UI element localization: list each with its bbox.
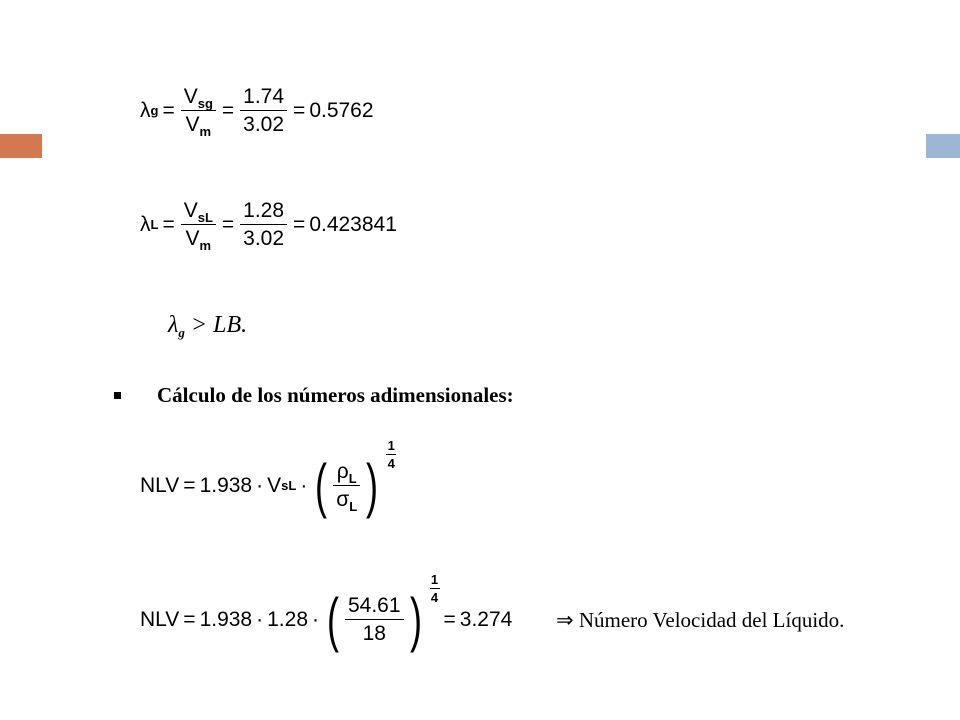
right-paren: ): [409, 586, 422, 653]
exponent-numerator: 1: [387, 438, 395, 453]
velocity-value: 1.28: [267, 608, 308, 631]
numeric-fraction: [345, 595, 404, 645]
equals-sign: =: [162, 213, 175, 237]
result-value: 0.423841: [309, 213, 397, 237]
result-value: 0.5762: [309, 99, 374, 123]
numerator-subscript: L: [348, 470, 357, 486]
right-accent-bar: [926, 134, 960, 158]
coefficient: 1.938: [199, 608, 253, 631]
parenthesized-fraction: [323, 572, 439, 653]
density-tension-fraction: [333, 459, 360, 514]
equals-sign: =: [162, 99, 175, 123]
numerator-value: 54.61: [347, 593, 401, 617]
numerator: V: [183, 199, 198, 222]
lambda-g-equation: λ g = $\frac{V_{sg}}{V_m}$ = $\frac{1.74}{3.02}$ = 0.5762: [140, 85, 374, 140]
denominator-subscript: m: [199, 238, 212, 254]
numerator-value: 1.28: [243, 199, 285, 222]
numerator-subscript: sL: [197, 210, 213, 225]
numeric-fraction: [240, 86, 287, 136]
equals-sign: =: [293, 213, 306, 237]
inequality-rhs: > LB.: [184, 312, 248, 338]
numerator-value: 1.74: [243, 85, 285, 108]
numeric-fraction: [240, 200, 287, 250]
equals-sign: =: [293, 99, 306, 123]
exponent: [386, 438, 396, 471]
implies-arrow-icon: ⇒: [556, 608, 574, 632]
velocity-fraction: [181, 85, 216, 140]
lambda-subscript: g: [178, 325, 185, 340]
result-note: [556, 608, 844, 633]
numerator-subscript: sg: [197, 96, 213, 111]
velocity-fraction: [181, 199, 216, 254]
lambda-inequality: [168, 312, 247, 339]
equals-sign: =: [183, 608, 196, 631]
left-paren: (: [326, 586, 339, 653]
nlv-formula: NLV = 1.938 · V sL · ( $\frac{\rho_L}{\sigma_L}$ ) 1 4: [140, 438, 395, 519]
variable: V: [267, 474, 282, 497]
numerator: ρ: [336, 459, 349, 483]
equals-sign: =: [183, 474, 196, 497]
nlv-label: NLV: [140, 608, 180, 631]
dot-operator: ·: [300, 474, 308, 497]
dot-operator: ·: [256, 474, 264, 497]
lambda-symbol: λ: [140, 99, 151, 123]
left-accent-bar: [0, 134, 42, 158]
denominator: V: [185, 227, 200, 251]
section-heading: Cálculo de los números adimensionales:: [157, 383, 514, 407]
left-paren: (: [315, 452, 328, 519]
exponent-numerator: 1: [430, 572, 439, 587]
result-value: 3.274: [459, 608, 513, 631]
nlv-computation: [140, 572, 513, 653]
lambda-l-equation: λ L = $\frac{V_{sL}}{V_m}$ = $\frac{1.28}{3.02}$ = 0.423841: [140, 199, 397, 254]
numerator: V: [183, 85, 198, 108]
dot-operator: ·: [256, 608, 264, 631]
equals-sign: =: [443, 608, 456, 631]
denominator-subscript: m: [199, 124, 212, 140]
lambda-symbol: λ: [140, 213, 151, 237]
denominator-value: 18: [362, 622, 386, 645]
right-paren: ): [366, 452, 379, 519]
nlv-label: NLV: [140, 474, 180, 497]
denominator: V: [185, 113, 200, 137]
denominator-value: 3.02: [243, 113, 285, 137]
note-text: Número Velocidad del Líquido.: [573, 608, 845, 632]
dot-operator: ·: [312, 608, 319, 631]
exponent: [430, 572, 440, 605]
equals-sign: =: [221, 99, 235, 123]
equals-sign: =: [221, 213, 235, 237]
denominator: σ: [336, 488, 350, 511]
denominator-value: 3.02: [243, 227, 285, 251]
exponent-denominator: 4: [430, 590, 439, 605]
exponent-denominator: 4: [387, 456, 395, 471]
square-bullet-icon: [114, 392, 121, 399]
coefficient: 1.938: [199, 474, 253, 497]
section-heading-row: [114, 383, 514, 408]
lambda-symbol: λ: [168, 312, 179, 338]
parenthesized-fraction: [311, 438, 395, 519]
denominator-subscript: L: [349, 499, 358, 514]
